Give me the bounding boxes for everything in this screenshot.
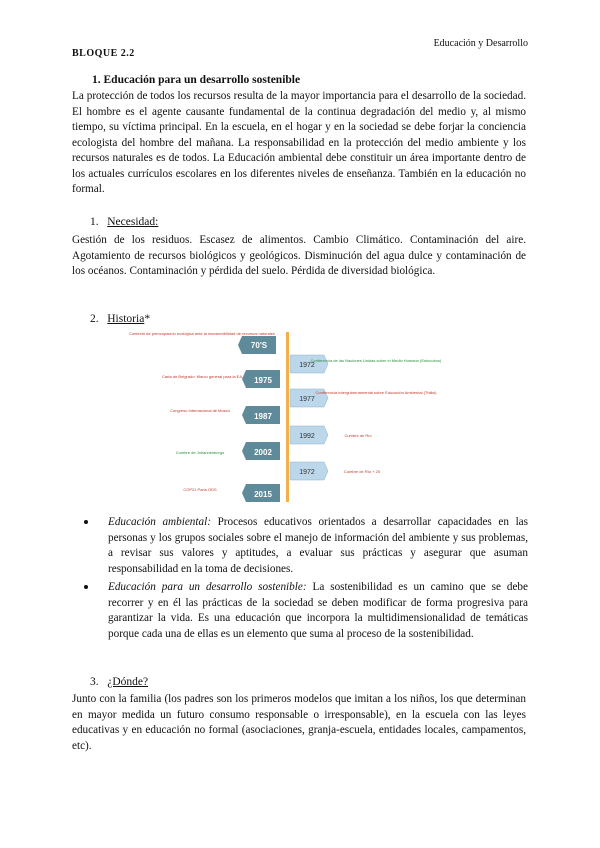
section-title: 1. Educación para un desarrollo sostenible bbox=[92, 74, 301, 86]
timeline-left-year: 1975 bbox=[254, 376, 272, 385]
timeline-right-label: Cumbre de Río + 20 bbox=[343, 469, 381, 474]
timeline-left-label: Carta de Belgrado: Marco general para la EA bbox=[161, 374, 243, 379]
timeline-right-year: 1992 bbox=[299, 433, 315, 440]
timeline-right-year: 1972 bbox=[299, 362, 315, 369]
subheading-number: 1. bbox=[90, 216, 99, 228]
bullet-text bbox=[108, 515, 528, 577]
subheading-number: 3. bbox=[90, 676, 99, 688]
bullet-term: Educación ambiental: bbox=[108, 516, 211, 528]
timeline-right-year: 1977 bbox=[299, 396, 315, 403]
block-label: BLOQUE 2.2 bbox=[72, 48, 135, 59]
timeline-left-item bbox=[162, 370, 280, 388]
necesidad-paragraph: Gestión de los residuos. Escasez de alimentos. Cambio Climático. Contaminación del aire. Agotamiento de recursos biológicos y geológicos. Disminución del agua dulce y contaminación de los océanos. Contaminación y pérdida del suelo. Pérdida de diversidad biológica. bbox=[72, 234, 526, 277]
bullet-dot-icon bbox=[84, 520, 88, 524]
bullet-item bbox=[92, 580, 528, 642]
bullet-term: Educación para un desarrollo sostenible: bbox=[108, 581, 307, 593]
bullet-text bbox=[108, 580, 528, 642]
subheading-text: Necesidad: bbox=[107, 216, 159, 228]
timeline-right-label: Conferencia Intergubernamental sobre Educación Ambiental (Tbilisi) bbox=[315, 390, 437, 395]
subheading-donde bbox=[90, 676, 148, 688]
bullet-item bbox=[92, 515, 528, 577]
timeline-axis bbox=[286, 332, 289, 502]
timeline-left-item bbox=[170, 406, 280, 424]
subheading-text: ¿Dónde? bbox=[107, 676, 149, 688]
timeline-left-label: Cumbre de Johannesburgo bbox=[175, 450, 225, 455]
timeline-right-item bbox=[290, 389, 437, 407]
timeline-right-item bbox=[290, 355, 442, 373]
timeline-left-year: 2015 bbox=[254, 490, 272, 499]
timeline-left-item bbox=[183, 484, 280, 502]
bullet-definition: La sostenibilidad es un camino que se debe recorrer y en él las prácticas de la sociedad se deben modificar de forma progresiva para garantizar la vida. Es una educación que incorpora la multidimensionalidad de temáticas porque cada una de ellas es un elemento que suma al proceso de la sostenibilidad. bbox=[108, 581, 528, 640]
timeline-left-label: Contexto de preocupación ecológica ante la insostenibilidad de recursos naturales bbox=[129, 331, 275, 336]
timeline-left-year: 70'S bbox=[250, 341, 268, 350]
timeline-right-label: Cumbre de Río bbox=[344, 433, 372, 438]
timeline-right-label: Conferencia de las Naciones Unidas sobre el Medio Humano (Estocolmo) bbox=[310, 358, 442, 363]
footnote-star: * bbox=[144, 313, 151, 325]
timeline-left-item bbox=[176, 442, 280, 460]
subheading-necesidad bbox=[90, 216, 158, 228]
donde-paragraph: Junto con la familia (los padres son los primeros modelos que imitan a los niños, los que determinan en mayor medida un futuro consumo responsable o irresponsable), en la escuela con las leyes educativas y en educación no formal (asociaciones, granja-escuela, entidades locales, campamentos, etc). bbox=[72, 693, 526, 752]
timeline-right-year: 1972 bbox=[299, 469, 315, 476]
timeline-left-label: Congreso Internacional de Moscú bbox=[170, 408, 230, 413]
subheading-text: Historia bbox=[107, 313, 145, 325]
subheading-number: 2. bbox=[90, 313, 99, 325]
history-timeline bbox=[129, 328, 442, 504]
timeline-right-item bbox=[290, 426, 372, 444]
timeline-left-year: 1987 bbox=[254, 412, 272, 421]
timeline-right-item bbox=[290, 462, 381, 480]
intro-paragraph: La protección de todos los recursos resulta de la mayor importancia para el desarrollo de la sociedad. El hombre es el agente causante fundamental de la continua degradación del medio y, al mismo tiempo, su víctima principal. En la escuela, en el hogar y en la sociedad se debe forjar la conciencia ecologista del hombre del mañana. La responsabilidad en la protección del medio ambiente y los recursos naturales es de todos. La Educación ambiental debe constituir un área importante dentro de los actuales currículos escolares en los diferentes niveles de enseñanza. También en la educación no formal. bbox=[72, 90, 526, 195]
subheading-historia bbox=[90, 313, 150, 325]
timeline-left-year: 2002 bbox=[254, 448, 272, 457]
running-header: Educación y Desarrollo bbox=[433, 38, 528, 49]
bullet-dot-icon bbox=[84, 585, 88, 589]
timeline-left-item bbox=[129, 331, 276, 354]
timeline-left-label: COP21 París ODS bbox=[183, 487, 217, 492]
bullet-definition: Procesos educativos orientados a desarrollar capacidades en las personas y los grupos sociales sobre el manejo de información del ambiente y sus problemas, a revisar sus valores y aptitudes, a evaluar sus prácticas y asegurar que asuman responsabilidad en la toma de decisiones. bbox=[108, 516, 529, 575]
